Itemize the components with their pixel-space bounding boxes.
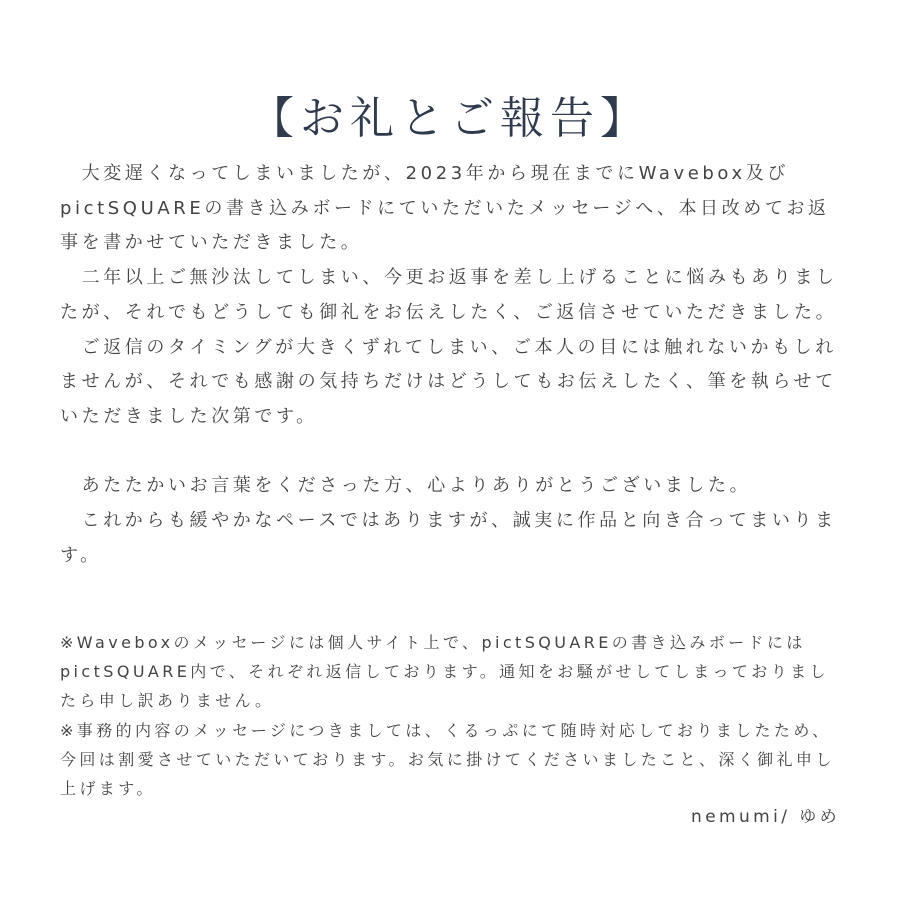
paragraph-hesitation: 二年以上ご無沙汰してしまい、今更お返事を差し上げることに悩みもありましたが、それでもどうしても御礼をお伝えしたく、ご返信させていただきました。 [60, 267, 838, 323]
paragraph-thanks: あたたかいお言葉をくださった方、心よりありがとうございました。 [81, 475, 752, 497]
author-signature: nemumi/ ゆめ [691, 807, 840, 827]
notes-section [60, 628, 844, 803]
paragraph-spacer [60, 435, 844, 470]
paragraph-apology: 大変遅くなってしまいましたが、2023年から現在までにWavebox及びpictSQUAREの書き込みボードにていただいたメッセージへ、本日改めてお返事を書かせていただきました。 [60, 163, 830, 254]
page-title: 【お礼とご報告】 [250, 93, 650, 145]
paragraph-closing: これからも緩やかなペースではありますが、誠実に作品と向き合ってまいります。 [60, 510, 837, 566]
message-body [60, 157, 844, 573]
paragraph-gratitude: ご返信のタイミングが大きくずれてしまい、ご本人の目には触れないかもしれませんが、それでも感謝の気持ちだけはどうしてもお伝えしたく、筆を執らせていただきました次第です。 [60, 336, 837, 427]
note-reply-locations: ※Waveboxのメッセージには個人サイト上で、pictSQUAREの書き込みボードにはpictSQUARE内で、それぞれ返信しております。通知をお騒がせしてしまっておりましたら申し訳ありません。 [60, 633, 829, 711]
note-business-messages: ※事務的内容のメッセージにつきましては、くるっぷにて随時対応しておりましたため、今回は割愛させていただいております。お気に掛けてくださいましたこと、深く御礼申し上げます。 [60, 720, 835, 799]
